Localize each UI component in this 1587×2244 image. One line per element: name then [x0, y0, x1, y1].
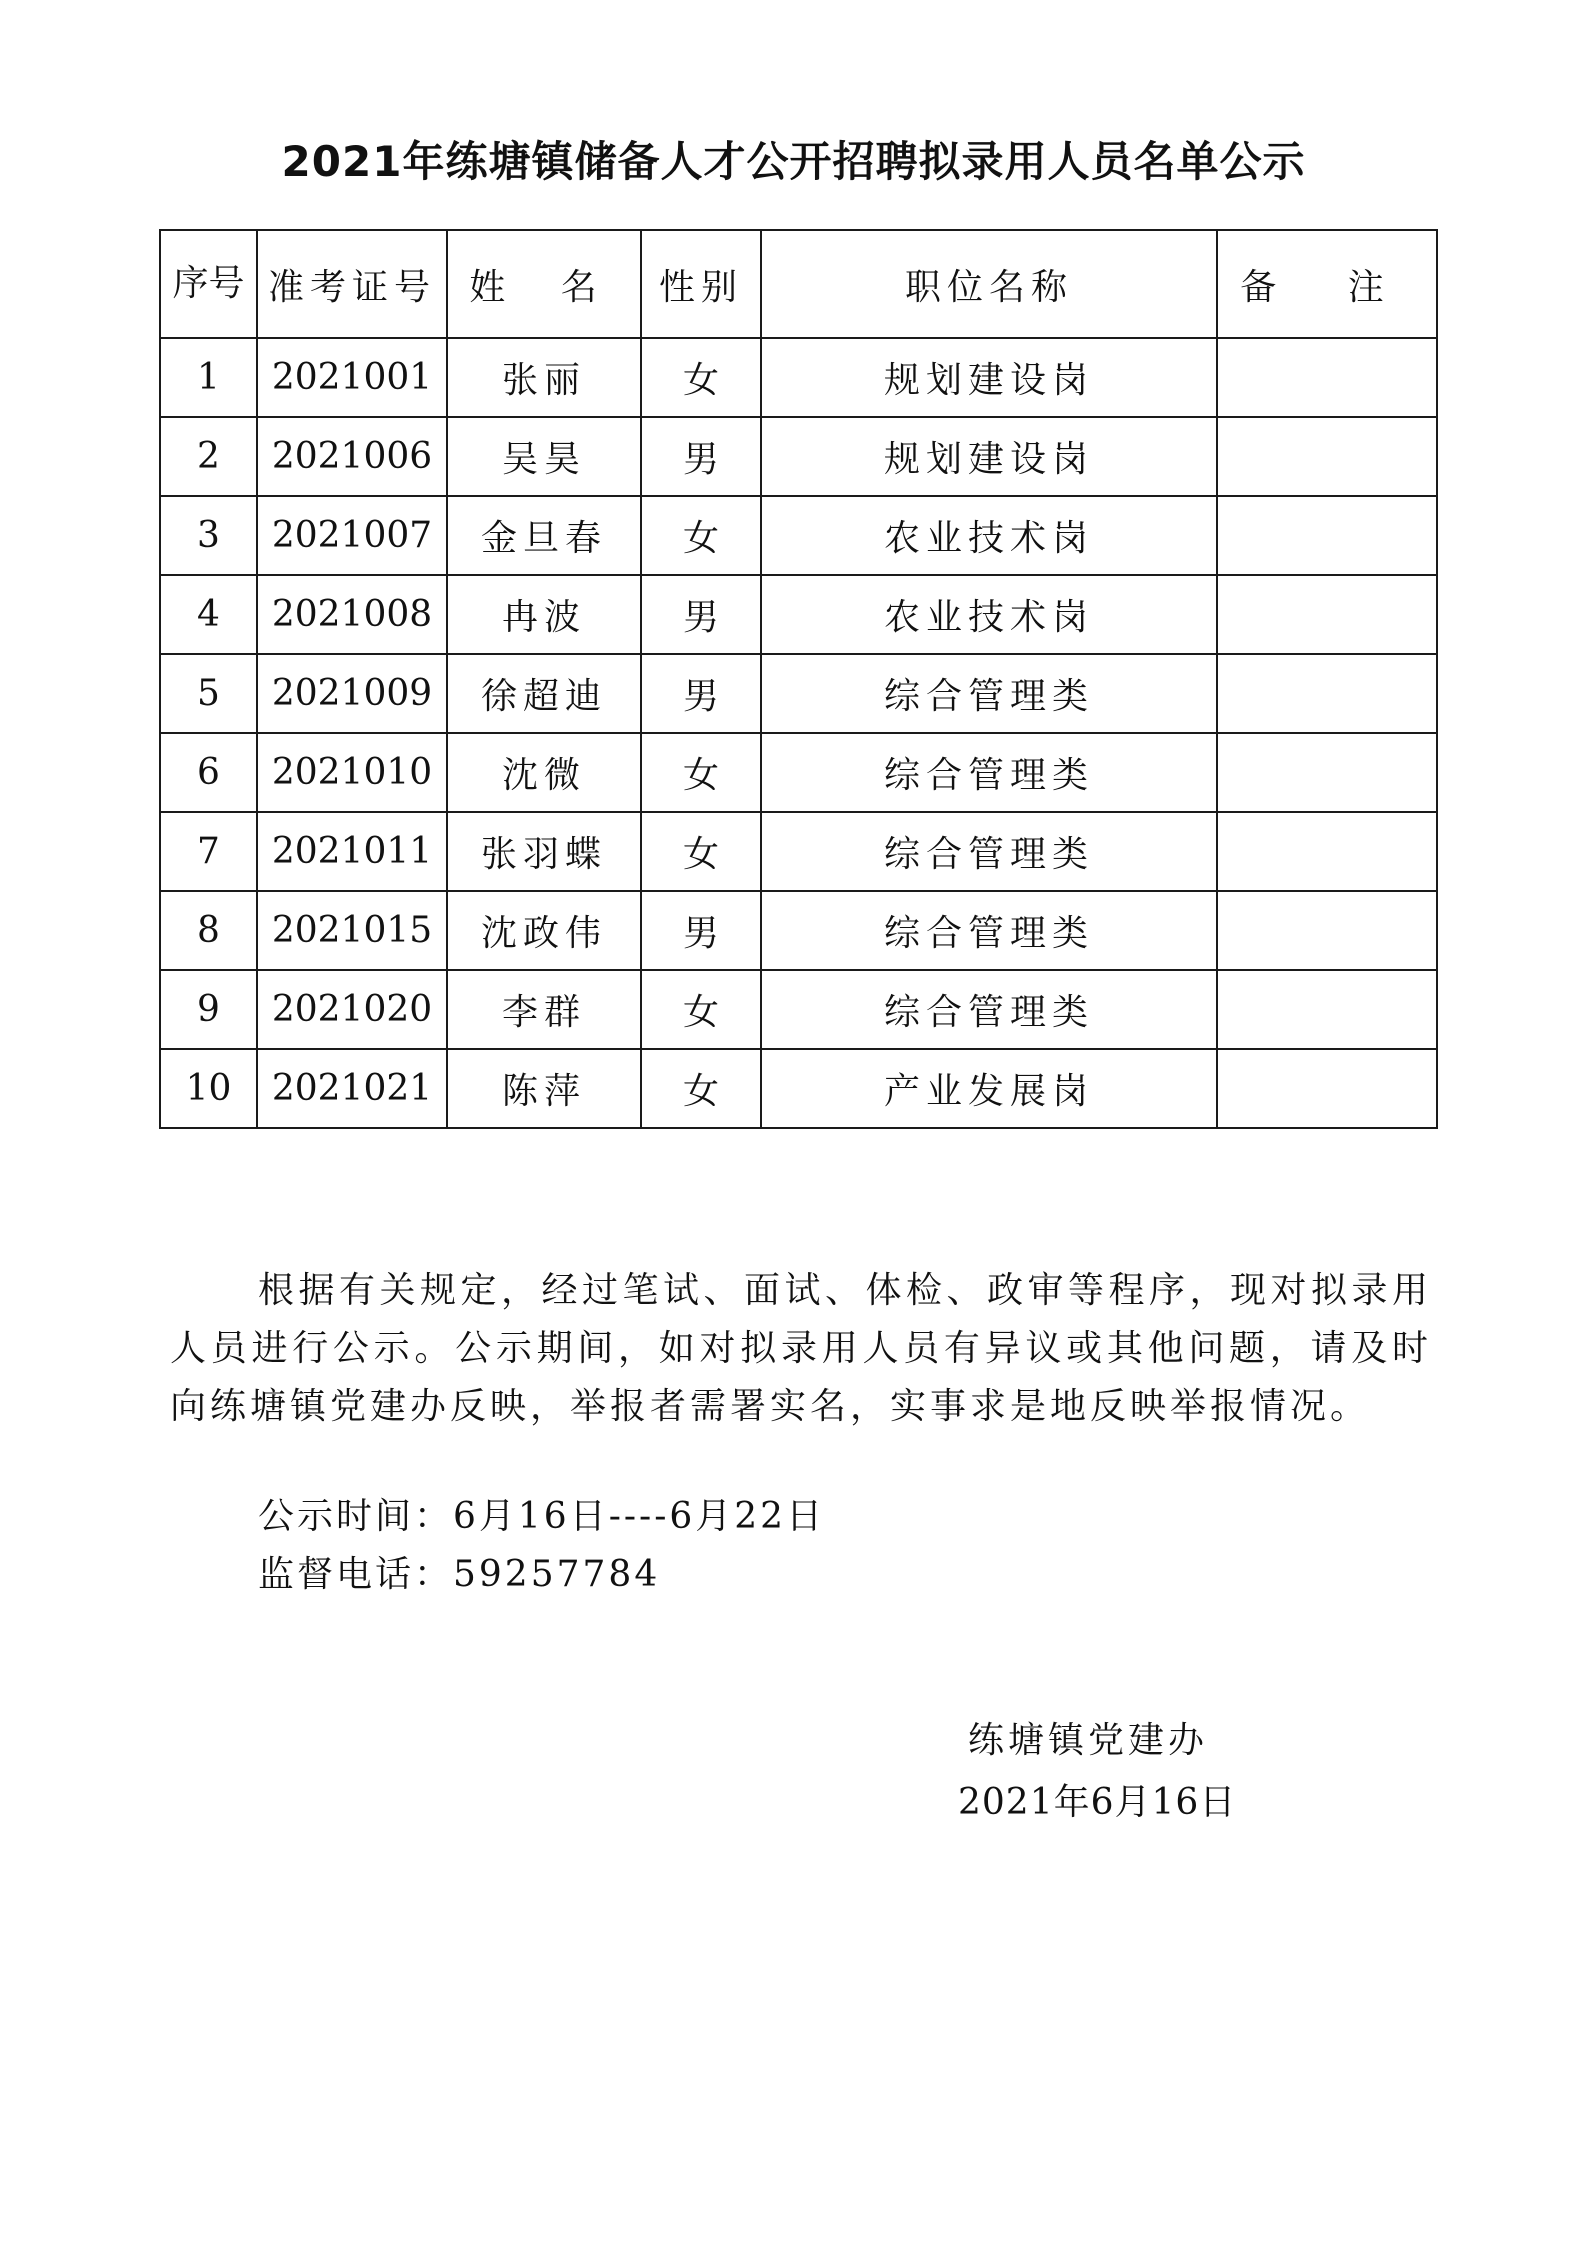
- cell-name: 陈萍: [447, 1049, 641, 1128]
- table-row: [160, 1049, 1437, 1128]
- cell-gender: 女: [641, 733, 761, 812]
- cell-name: 徐超迪: [447, 654, 641, 733]
- cell-seq: 9: [160, 970, 257, 1049]
- table-body: [160, 338, 1437, 1128]
- cell-position: 综合管理类: [761, 733, 1217, 812]
- cell-position: 产业发展岗: [761, 1049, 1217, 1128]
- issuing-office: 练塘镇党建办: [968, 1720, 1209, 1761]
- cell-gender: 女: [641, 812, 761, 891]
- cell-seq: 2: [160, 417, 257, 496]
- header-remark: 备 注: [1217, 230, 1437, 338]
- cell-exam-no: 2021021: [257, 1049, 447, 1128]
- table-row: [160, 733, 1437, 812]
- header-gender: 性别: [641, 230, 761, 338]
- table-header-row: [160, 230, 1437, 338]
- issue-date: 2021年6月16日: [958, 1782, 1237, 1823]
- candidate-table: [159, 229, 1438, 1129]
- cell-position: 农业技术岗: [761, 575, 1217, 654]
- table-row: [160, 891, 1437, 970]
- notice-period: 公示时间：6月16日----6月22日: [258, 1496, 826, 1537]
- cell-gender: 男: [641, 417, 761, 496]
- cell-gender: 女: [641, 338, 761, 417]
- cell-seq: 6: [160, 733, 257, 812]
- cell-name: 李群: [447, 970, 641, 1049]
- table-row: [160, 654, 1437, 733]
- cell-name: 金旦春: [447, 496, 641, 575]
- cell-remark: [1217, 812, 1437, 891]
- cell-name: 张羽蝶: [447, 812, 641, 891]
- cell-seq: 4: [160, 575, 257, 654]
- cell-exam-no: 2021011: [257, 812, 447, 891]
- cell-gender: 女: [641, 970, 761, 1049]
- cell-gender: 女: [641, 1049, 761, 1128]
- cell-gender: 男: [641, 891, 761, 970]
- cell-remark: [1217, 891, 1437, 970]
- cell-position: 综合管理类: [761, 891, 1217, 970]
- header-exam-no: 准考证号: [257, 230, 447, 338]
- cell-name: 张丽: [447, 338, 641, 417]
- cell-name: 沈政伟: [447, 891, 641, 970]
- cell-exam-no: 2021009: [257, 654, 447, 733]
- cell-remark: [1217, 417, 1437, 496]
- cell-position: 综合管理类: [761, 812, 1217, 891]
- cell-seq: 1: [160, 338, 257, 417]
- cell-seq: 8: [160, 891, 257, 970]
- cell-exam-no: 2021008: [257, 575, 447, 654]
- page-title: 2021年练塘镇储备人才公开招聘拟录用人员名单公示: [281, 137, 1306, 186]
- cell-name: 吴昊: [447, 417, 641, 496]
- table-row: [160, 970, 1437, 1049]
- header-position: 职位名称: [761, 230, 1217, 338]
- cell-seq: 7: [160, 812, 257, 891]
- table-row: [160, 417, 1437, 496]
- notice-paragraph: 根据有关规定，经过笔试、面试、体检、政审等程序，现对拟录用人员进行公示。公示期间，如对拟录用人员有异议或其他问题，请及时向练塘镇党建办反映，举报者需署实名，实事求是地反映举报情况。: [170, 1270, 1432, 1427]
- cell-gender: 男: [641, 575, 761, 654]
- table-row: [160, 338, 1437, 417]
- cell-position: 综合管理类: [761, 970, 1217, 1049]
- table-row: [160, 496, 1437, 575]
- cell-exam-no: 2021006: [257, 417, 447, 496]
- header-name: 姓 名: [447, 230, 641, 338]
- cell-seq: 10: [160, 1049, 257, 1128]
- cell-remark: [1217, 654, 1437, 733]
- cell-remark: [1217, 1049, 1437, 1128]
- cell-position: 规划建设岗: [761, 417, 1217, 496]
- table-row: [160, 812, 1437, 891]
- cell-exam-no: 2021007: [257, 496, 447, 575]
- cell-gender: 男: [641, 654, 761, 733]
- cell-remark: [1217, 575, 1437, 654]
- cell-exam-no: 2021020: [257, 970, 447, 1049]
- cell-position: 综合管理类: [761, 654, 1217, 733]
- cell-remark: [1217, 338, 1437, 417]
- cell-remark: [1217, 733, 1437, 812]
- table-row: [160, 575, 1437, 654]
- cell-position: 规划建设岗: [761, 338, 1217, 417]
- cell-exam-no: 2021010: [257, 733, 447, 812]
- header-seq: 序号: [160, 230, 257, 338]
- cell-exam-no: 2021015: [257, 891, 447, 970]
- cell-seq: 5: [160, 654, 257, 733]
- cell-gender: 女: [641, 496, 761, 575]
- cell-exam-no: 2021001: [257, 338, 447, 417]
- cell-position: 农业技术岗: [761, 496, 1217, 575]
- cell-seq: 3: [160, 496, 257, 575]
- cell-remark: [1217, 496, 1437, 575]
- supervision-phone: 监督电话：59257784: [258, 1554, 661, 1595]
- cell-remark: [1217, 970, 1437, 1049]
- cell-name: 冉波: [447, 575, 641, 654]
- cell-name: 沈微: [447, 733, 641, 812]
